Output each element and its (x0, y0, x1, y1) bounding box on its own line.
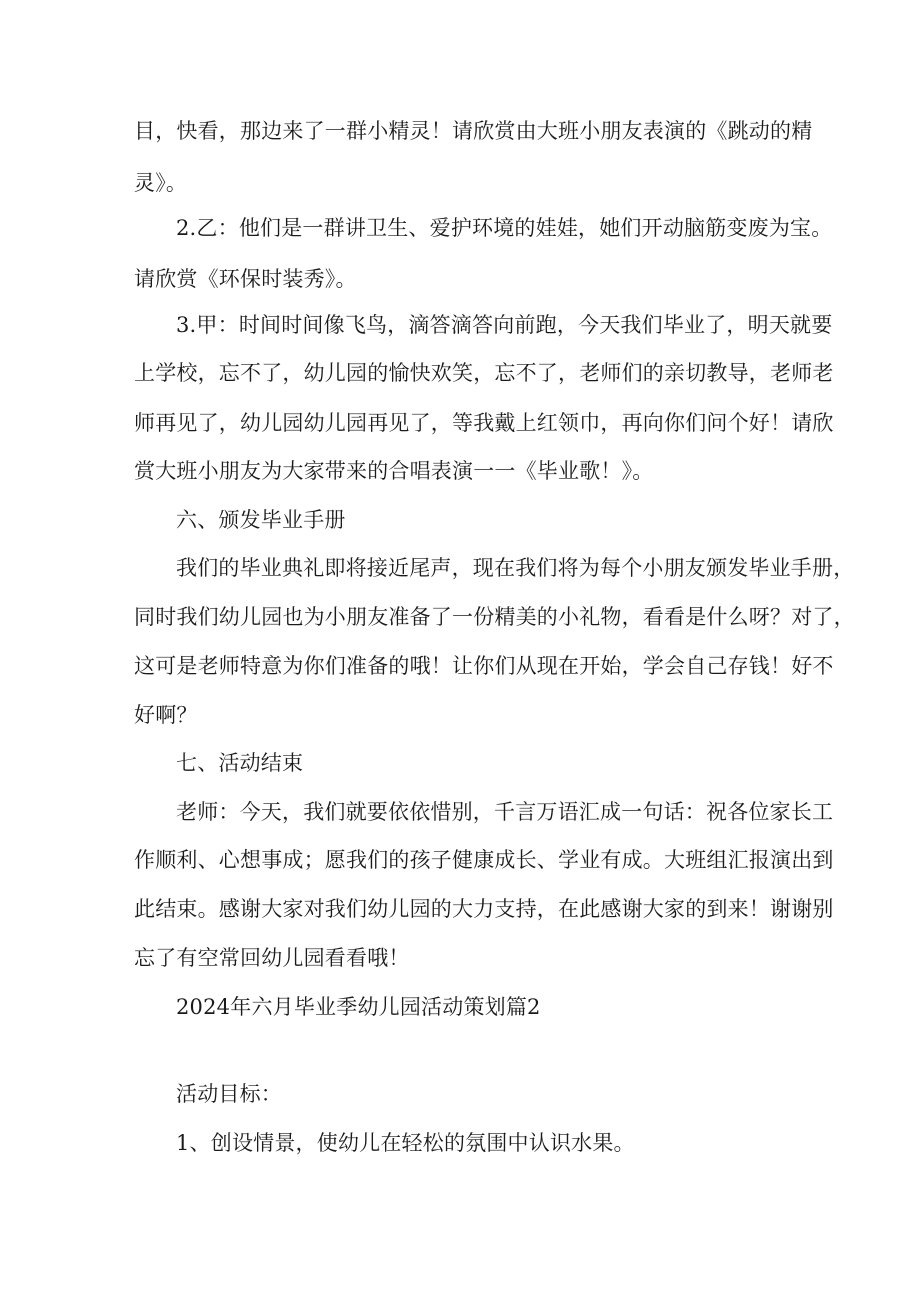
paragraph-line: 此结束。感谢大家对我们幼儿园的大力支持，在此感谢大家的到来！谢谢别 (134, 897, 834, 921)
paragraph-line: 3.甲：时间时间像飞鸟，滴答滴答向前跑，今天我们毕业了，明天就要 (176, 313, 833, 337)
section-heading: 六、颁发毕业手册 (176, 508, 346, 532)
paragraph-line: 好啊？ (134, 703, 198, 727)
paragraph-line: 目，快看，那边来了一群小精灵！请欣赏由大班小朋友表演的《跳动的精 (134, 119, 813, 143)
paragraph-line: 我们的毕业典礼即将接近尾声，现在我们将为每个小朋友颁发毕业手册， (176, 556, 855, 580)
paragraph-line: 作顺利、心想事成；愿我们的孩子健康成长、学业有成。大班组汇报演出到 (134, 848, 834, 872)
paragraph-line: 2.乙：他们是一群讲卫生、爱护环境的娃娃，她们开动脑筋变废为宝。 (176, 216, 833, 240)
paragraph-line: 赏大班小朋友为大家带来的合唱表演一一《毕业歌！》。 (134, 459, 654, 483)
paragraph-line: 忘了有空常回幼儿园看看哦！ (134, 946, 410, 970)
paragraph-line: 灵》。 (134, 171, 188, 195)
section-heading: 活动目标： (176, 1082, 282, 1106)
paragraph-line: 老师：今天，我们就要依依惜别，千言万语汇成一句话：祝各位家长工 (176, 800, 834, 824)
paragraph-line: 师再见了，幼儿园幼儿园再见了，等我戴上红领巾，再向你们问个好！请欣 (134, 411, 834, 435)
section-heading: 七、活动结束 (176, 751, 304, 775)
paragraph-line: 同时我们幼儿园也为小朋友准备了一份精美的小礼物，看看是什么呀？对了， (134, 605, 855, 629)
paragraph-line: 上学校，忘不了，幼儿园的愉快欢笑，忘不了，老师们的亲切教导，老师老 (134, 361, 834, 385)
paragraph-line: 这可是老师特意为你们准备的哦！让你们从现在开始，学会自己存钱！好不 (134, 654, 834, 678)
paragraph-line: 请欣赏《环保时装秀》。 (134, 267, 357, 291)
list-item: 1、创设情景，使幼儿在轻松的氛围中认识水果。 (176, 1131, 635, 1155)
document-title: 2024年六月毕业季幼儿园活动策划篇2 (176, 995, 541, 1019)
